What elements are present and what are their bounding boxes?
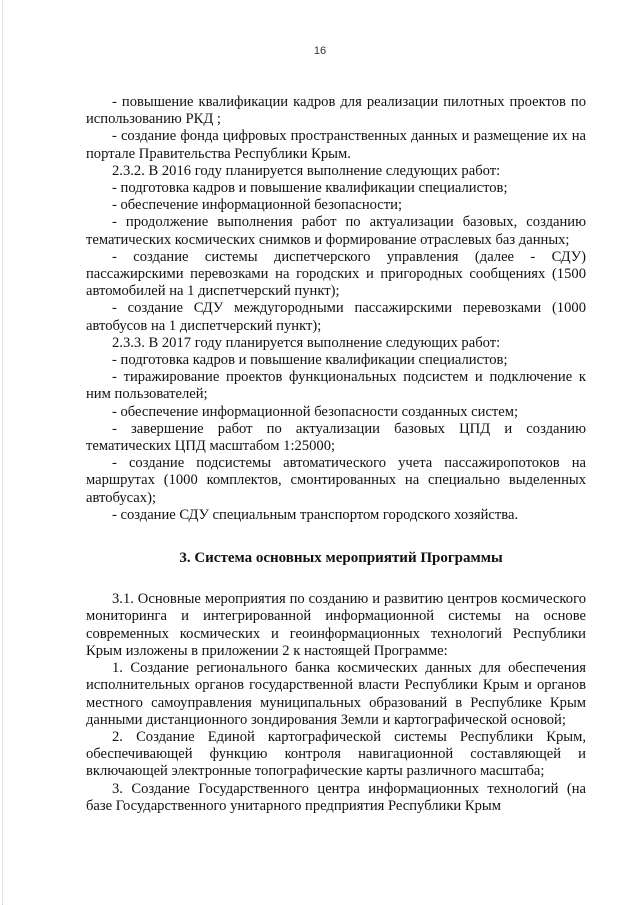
list-item: - обеспечение информационной безопасности; [112,197,403,214]
program-measures-section [86,591,586,815]
list-item: - создание СДУ специальным транспортом городского хозяйства. [112,506,519,523]
list-item: - создание системы диспетчерского управления (далее - СДУ) пассажирскими перевозками на городских и пригородных сообщениях (1500 автомобилей на 1 диспетчерский пункт); [86,248,586,300]
document-body [86,94,586,815]
page-number: 16 [313,45,327,57]
list-item: - тиражирование проектов функциональных подсистем и подключение к ним пользователей; [86,369,586,403]
list-item: - подготовка кадров и повышение квалификации специалистов; [112,352,508,369]
page-edge [2,0,4,905]
numbered-item: 3. Создание Государственного центра информационных технологий (на базе Государственного унитарного предприятия Республики Крым [86,780,586,814]
list-item: - подготовка кадров и повышение квалификации специалистов; [112,180,508,197]
numbered-item: 2. Создание Единой картографической системы Республики Крым, обеспечивающей функцию контроля навигационной составляющей и включающей электронные топографические карты различного масштаба; [86,728,586,780]
subsection-title: 2.3.2. В 2016 году планируется выполнение следующих работ: [112,162,501,179]
list-item: - продолжение выполнения работ по актуализации базовых, созданию тематических космических снимков и формирование отраслевых баз данных; [86,214,586,248]
section-heading: 3. Система основных мероприятий Программы [179,550,503,567]
list-item: - создание СДУ междугородными пассажирскими перевозками (1000 автобусов на 1 диспетчерский пункт); [86,300,586,334]
list-item: - обеспечение информационной безопасности созданных систем; [112,403,519,420]
list-item: - завершение работ по актуализации базовых ЦПД и созданию тематических ЦПД масштабом 1:25000; [86,420,586,455]
paragraph: 3.1. Основные мероприятия по созданию и развитию центров космического мониторинга и интегрированной информационной системы на основе современных космических и геоинформационных технологий Республики Крым изложены в приложении 2 к настоящей Программе: [86,591,586,659]
numbered-item: 1. Создание регионального банка космических данных для обеспечения исполнительных органов государственной власти Республики Крым и органов местного самоуправления муниципальных образований в Республике Крым данными дистанционного зондирования Земли и картографической основой; [86,660,586,728]
list-item: - повышение квалификации кадров для реализации пилотных проектов по использованию РКД ; [86,94,586,128]
work-plan-section [86,94,586,524]
list-item: - создание фонда цифровых пространственных данных и размещение их на портале Правительства Республики Крым. [86,128,586,162]
list-item: - создание подсистемы автоматического учета пассажиропотоков на маршрутах (1000 комплектов, смонтированных на специально выделенных автобусах); [86,455,586,506]
subsection-title: 2.3.3. В 2017 году планируется выполнение следующих работ: [112,334,501,351]
